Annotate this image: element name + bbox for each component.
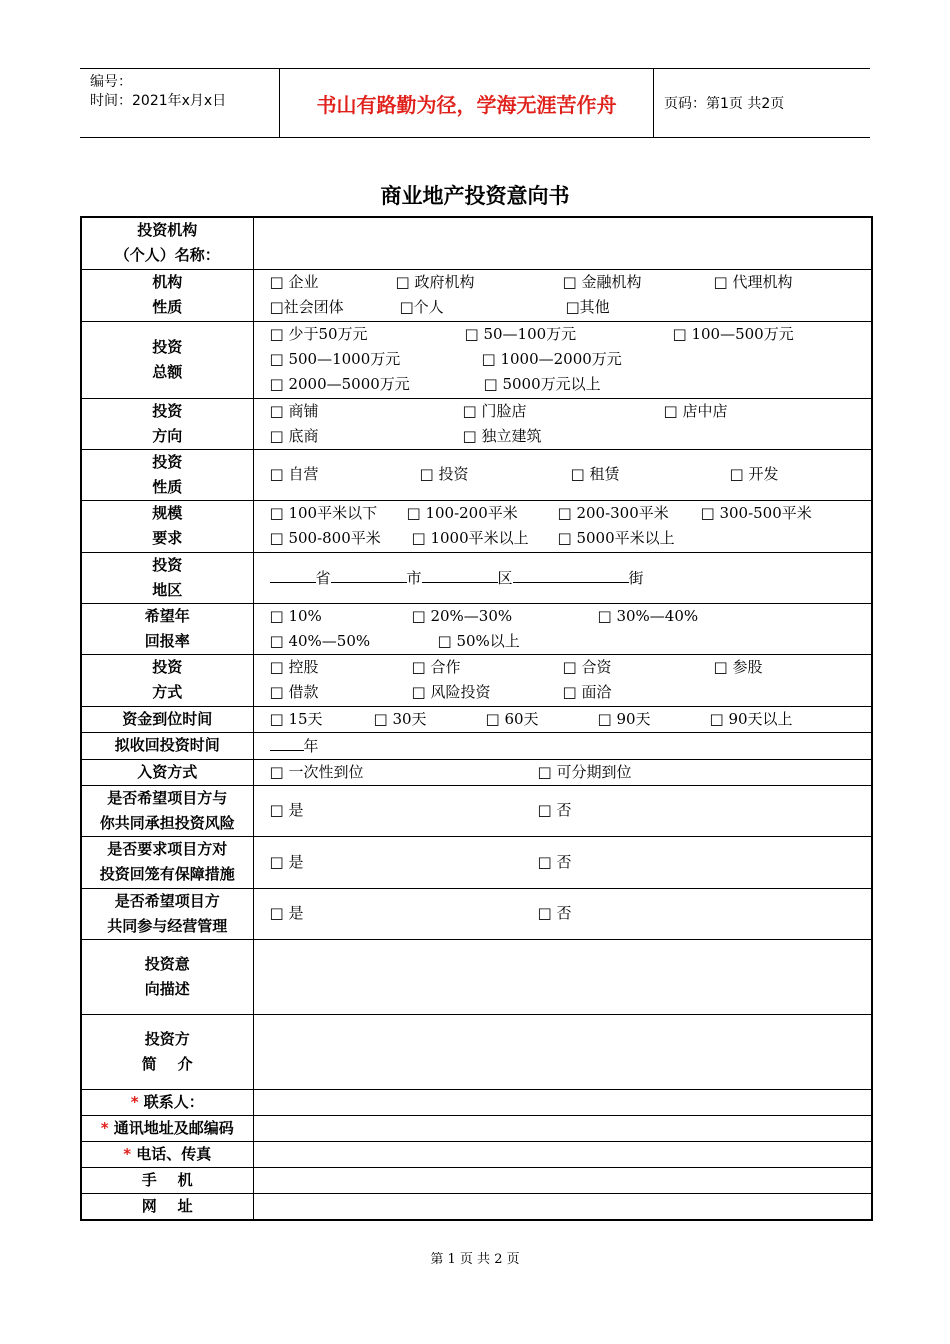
checkbox-self-operate[interactable]: □ 自营 bbox=[269, 465, 319, 483]
checkbox-other[interactable]: □其他 bbox=[565, 298, 610, 316]
checkbox-manage-no[interactable]: □ 否 bbox=[537, 904, 572, 922]
checkbox-standalone-building[interactable]: □ 独立建筑 bbox=[462, 426, 542, 445]
checkbox-scale-gt5000[interactable]: □ 5000平米以上 bbox=[557, 529, 675, 547]
checkbox-scale-500-800[interactable]: □ 500-800平米 bbox=[269, 529, 381, 547]
capital-label: 入资方式 bbox=[81, 759, 253, 785]
checkbox-venture[interactable]: □ 风险投资 bbox=[411, 683, 491, 701]
mobile-label: 手 机 bbox=[81, 1167, 253, 1193]
page-footer: 第 1 页 共 2 页 bbox=[430, 1252, 520, 1267]
funds-label: 资金到位时间 bbox=[81, 706, 253, 732]
intro-field[interactable] bbox=[253, 1014, 872, 1089]
recover-years-input[interactable] bbox=[270, 733, 304, 751]
checkbox-social-group[interactable]: □社会团体 bbox=[269, 298, 344, 316]
header-meta bbox=[80, 69, 280, 137]
row-mobile bbox=[81, 1167, 872, 1193]
checkbox-scale-200-300[interactable]: □ 200-300平米 bbox=[557, 504, 669, 522]
row-investment-method bbox=[81, 654, 872, 706]
checkbox-return-40-50[interactable]: □ 40%—50% bbox=[269, 631, 371, 650]
checkbox-60-days[interactable]: □ 60天 bbox=[485, 709, 539, 728]
required-star: * bbox=[123, 1144, 132, 1163]
district-word: 区 bbox=[497, 568, 513, 587]
row-investment-nature bbox=[81, 449, 872, 500]
row-return-rate bbox=[81, 603, 872, 654]
guarantee-label: 是否要求项目方对 投资回笼有保障措施 bbox=[81, 836, 253, 888]
page-header bbox=[80, 68, 870, 138]
row-direction bbox=[81, 398, 872, 449]
intent-label: 投资意 向描述 bbox=[81, 939, 253, 1014]
checkbox-amount-500-1000[interactable]: □ 500—1000万元 bbox=[269, 350, 401, 368]
checkbox-cooperation[interactable]: □ 合作 bbox=[411, 658, 461, 676]
checkbox-individual[interactable]: □个人 bbox=[399, 298, 444, 316]
recover-unit: 年 bbox=[303, 736, 319, 755]
direction-label: 投资 方向 bbox=[81, 398, 253, 449]
checkbox-scale-100-200[interactable]: □ 100-200平米 bbox=[406, 504, 518, 522]
checkbox-enterprise[interactable]: □ 企业 bbox=[269, 273, 319, 291]
region-label: 投资 地区 bbox=[81, 552, 253, 603]
checkbox-risk-no[interactable]: □ 否 bbox=[537, 801, 572, 819]
checkbox-guarantee-yes[interactable]: □ 是 bbox=[269, 852, 304, 871]
checkbox-risk-yes[interactable]: □ 是 bbox=[269, 801, 304, 819]
row-contact bbox=[81, 1089, 872, 1115]
amount-label: 投资 总额 bbox=[81, 321, 253, 398]
checkbox-amount-lt50[interactable]: □ 少于50万元 bbox=[269, 325, 368, 343]
date-line: 时间：2021年x月x日 bbox=[90, 93, 227, 109]
row-name bbox=[81, 217, 872, 269]
row-website bbox=[81, 1193, 872, 1220]
checkbox-invest[interactable]: □ 投资 bbox=[419, 465, 469, 483]
row-address bbox=[81, 1115, 872, 1141]
scale-label: 规模 要求 bbox=[81, 500, 253, 552]
checkbox-return-gt50[interactable]: □ 50%以上 bbox=[437, 631, 520, 650]
checkbox-lease[interactable]: □ 租赁 bbox=[570, 465, 620, 483]
checkbox-shop[interactable]: □ 商铺 bbox=[269, 401, 319, 420]
checkbox-amount-1000-2000[interactable]: □ 1000—2000万元 bbox=[481, 350, 622, 368]
checkbox-return-30-40[interactable]: □ 30%—40% bbox=[597, 606, 699, 625]
row-guarantee bbox=[81, 836, 872, 888]
city-word: 市 bbox=[406, 568, 422, 587]
checkbox-amount-2000-5000[interactable]: □ 2000—5000万元 bbox=[269, 375, 410, 393]
row-co-manage bbox=[81, 888, 872, 939]
contact-field[interactable] bbox=[253, 1089, 872, 1115]
checkbox-30-days[interactable]: □ 30天 bbox=[373, 709, 427, 728]
mobile-field[interactable] bbox=[253, 1167, 872, 1193]
org-label: 机构 性质 bbox=[81, 269, 253, 321]
checkbox-over-90-days[interactable]: □ 90天以上 bbox=[709, 709, 793, 728]
website-label: 网 址 bbox=[81, 1193, 253, 1220]
risk-label: 是否希望项目方与 你共同承担投资风险 bbox=[81, 785, 253, 836]
checkbox-scale-lt100[interactable]: □ 100平米以下 bbox=[269, 504, 378, 522]
return-label: 希望年 回报率 bbox=[81, 603, 253, 654]
row-funds-time bbox=[81, 706, 872, 732]
city-input[interactable] bbox=[331, 565, 407, 583]
checkbox-return-10[interactable]: □ 10% bbox=[269, 606, 322, 625]
intent-field[interactable] bbox=[253, 939, 872, 1014]
checkbox-90-days[interactable]: □ 90天 bbox=[597, 709, 651, 728]
row-org-nature bbox=[81, 269, 872, 321]
checkbox-scale-300-500[interactable]: □ 300-500平米 bbox=[700, 504, 812, 522]
street-word: 街 bbox=[628, 568, 644, 587]
checkbox-guarantee-no[interactable]: □ 否 bbox=[537, 852, 572, 871]
row-scale bbox=[81, 500, 872, 552]
checkbox-amount-gt5000[interactable]: □ 5000万元以上 bbox=[483, 375, 601, 393]
header-motto: 书山有路勤为径，学海无涯苦作舟 bbox=[280, 69, 654, 137]
checkbox-manage-yes[interactable]: □ 是 bbox=[269, 904, 304, 922]
nature-label: 投资 性质 bbox=[81, 449, 253, 500]
checkbox-scale-gt1000[interactable]: □ 1000平米以上 bbox=[411, 529, 529, 547]
address-field[interactable] bbox=[253, 1115, 872, 1141]
street-input[interactable] bbox=[513, 565, 629, 583]
checkbox-holding[interactable]: □ 控股 bbox=[269, 658, 319, 676]
phone-label: * 电话、传真 bbox=[81, 1141, 253, 1167]
checkbox-joint-venture[interactable]: □ 合资 bbox=[562, 658, 612, 676]
row-capital-method bbox=[81, 759, 872, 785]
checkbox-storefront[interactable]: □ 门脸店 bbox=[462, 401, 527, 420]
checkbox-amount-100-500[interactable]: □ 100—500万元 bbox=[672, 325, 794, 343]
website-field[interactable] bbox=[253, 1193, 872, 1220]
checkbox-negotiate[interactable]: □ 面洽 bbox=[562, 683, 612, 701]
row-intent-description bbox=[81, 939, 872, 1014]
row-share-risk bbox=[81, 785, 872, 836]
checkbox-financial[interactable]: □ 金融机构 bbox=[562, 273, 642, 291]
checkbox-amount-50-100[interactable]: □ 50—100万元 bbox=[464, 325, 577, 343]
checkbox-loan[interactable]: □ 借款 bbox=[269, 683, 319, 701]
checkbox-equity[interactable]: □ 参股 bbox=[713, 658, 763, 676]
header-page-info: 页码：第1页 共2页 bbox=[664, 96, 785, 112]
contact-label: * 联系人： bbox=[81, 1089, 253, 1115]
checkbox-installment[interactable]: □ 可分期到位 bbox=[537, 762, 632, 781]
checkbox-agency[interactable]: □ 代理机构 bbox=[713, 273, 793, 291]
required-star: * bbox=[130, 1092, 139, 1111]
investment-form bbox=[80, 216, 873, 1221]
document-title: 商业地产投资意向书 bbox=[380, 184, 570, 208]
name-label: 投资机构 （个人）名称： bbox=[81, 217, 253, 269]
checkbox-one-time[interactable]: □ 一次性到位 bbox=[269, 762, 364, 781]
name-field[interactable] bbox=[253, 217, 872, 269]
checkbox-15-days[interactable]: □ 15天 bbox=[269, 709, 323, 728]
required-star: * bbox=[100, 1118, 109, 1137]
method-label: 投资 方式 bbox=[81, 654, 253, 706]
recover-label: 拟收回投资时间 bbox=[81, 732, 253, 759]
province-word: 省 bbox=[315, 568, 331, 587]
address-label: * 通讯地址及邮编码 bbox=[81, 1115, 253, 1141]
row-phone bbox=[81, 1141, 872, 1167]
checkbox-develop[interactable]: □ 开发 bbox=[729, 465, 779, 483]
checkbox-podium-shop[interactable]: □ 底商 bbox=[269, 426, 319, 445]
row-amount bbox=[81, 321, 872, 398]
checkbox-shop-in-shop[interactable]: □ 店中店 bbox=[663, 401, 728, 420]
row-region bbox=[81, 552, 872, 603]
serial-label: 编号： bbox=[90, 74, 132, 90]
province-input[interactable] bbox=[270, 565, 316, 583]
manage-label: 是否希望项目方 共同参与经营管理 bbox=[81, 888, 253, 939]
checkbox-government[interactable]: □ 政府机构 bbox=[395, 273, 475, 291]
checkbox-return-20-30[interactable]: □ 20%—30% bbox=[411, 606, 513, 625]
row-investor-intro bbox=[81, 1014, 872, 1089]
phone-field[interactable] bbox=[253, 1141, 872, 1167]
intro-label: 投资方 简 介 bbox=[81, 1014, 253, 1089]
row-recover-time bbox=[81, 732, 872, 759]
district-input[interactable] bbox=[422, 565, 498, 583]
